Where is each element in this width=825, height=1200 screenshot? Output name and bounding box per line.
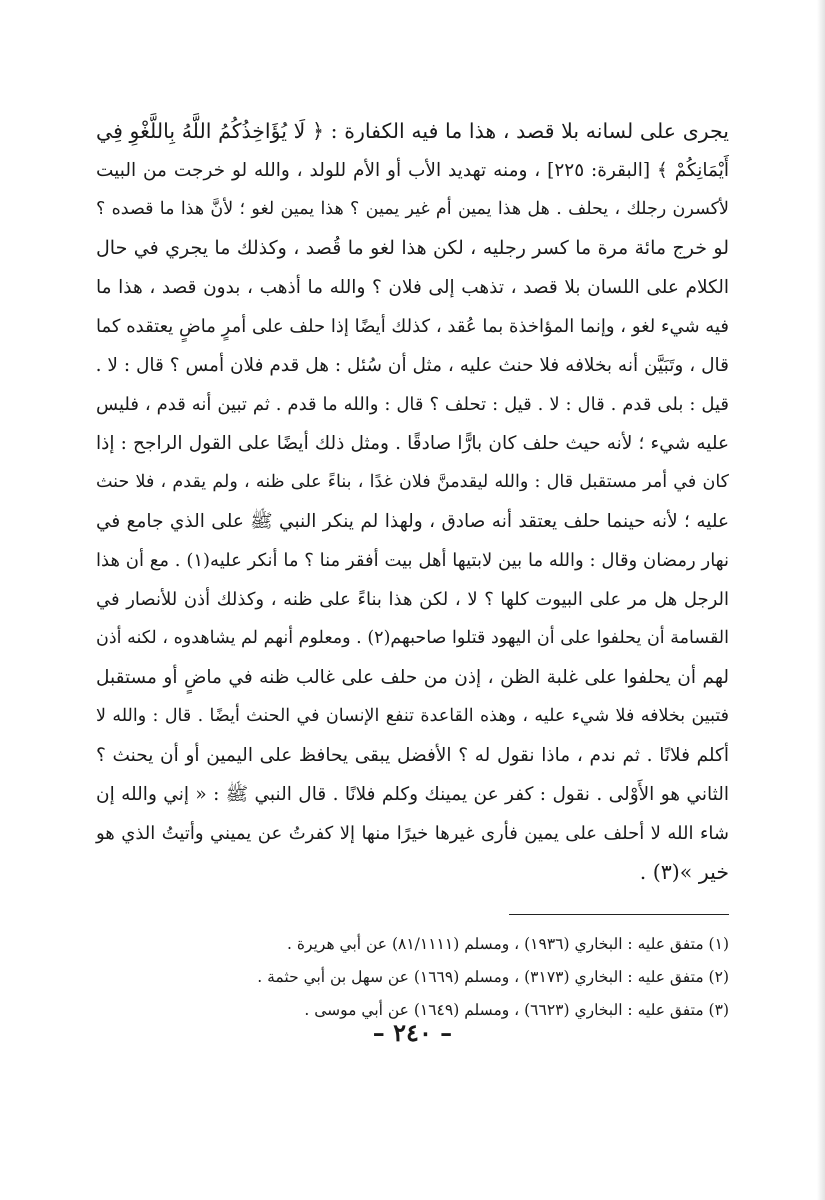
body-line-18: الثاني هو الأَوْلى . نقول : كفر عن يمينك وكلم فلانًا . قال النبي ﷺ : « إني والله إن — [96, 784, 729, 805]
body-line-1: يجرى على لسانه بلا قصد ، هذا ما فيه الكفارة : ﴿ لَا يُؤَاخِذُكُمُ اللَّهُ بِاللَّغْوِ فِي — [96, 119, 729, 143]
body-line-9: عليه شيء ؛ لأنه حيث حلف كان بارًّا صادقًا . ومثل ذلك أيضًا على القول الراجح : إذا — [96, 433, 729, 454]
body-line-4: لو خرج مائة مرة ما كسر رجليه ، لكن هذا لغو ما قُصد ، وكذلك ما يجري في حال — [96, 237, 729, 259]
body-text — [96, 112, 729, 892]
body-line-14: القسامة أن يحلفوا على أن اليهود قتلوا صاحبهم(٢) . ومعلوم أنهم لم يشاهدوه ، لكنه أذن — [96, 628, 729, 648]
body-line-2: أَيْمَانِكُمْ ﴾ [البقرة: ٢٢٥] ، ومنه تهديد الأب أو الأم للولد ، والله لو خرجت من البيت — [96, 160, 729, 181]
body-line-13: الرجل هل مر على البيوت كلها ؟ لا ، لكن هذا بناءً على ظنه ، وكذلك أذن للأنصار في — [96, 589, 729, 610]
footnote-3: (٣) متفق عليه : البخاري (٦٦٢٣) ، ومسلم (١٦٤٩) عن أبي موسى . — [304, 1001, 729, 1019]
footnote-divider — [509, 914, 729, 915]
footnote-2: (٢) متفق عليه : البخاري (٣١٧٣) ، ومسلم (١٦٦٩) عن سهل بن أبي حثمة . — [257, 968, 729, 986]
body-line-20: خير »(٣) . — [639, 860, 729, 884]
body-line-15: لهم أن يحلفوا على غلبة الظن ، إذن من حلف على غالب ظنه في ماضٍ أو مستقبل — [96, 667, 729, 688]
body-line-19: شاء الله لا أحلف على يمين فأرى غيرها خيرًا منها إلا كفرتُ عن يميني وأتيتُ الذي هو — [96, 823, 729, 844]
body-line-11: عليه ؛ لأنه حينما حلف يعتقد أنه صادق ، ولهذا لم ينكر النبي ﷺ على الذي جامع في — [96, 511, 729, 532]
body-line-17: أكلم فلانًا . ثم ندم ، ماذا نقول له ؟ الأفضل يبقى يحافظ على اليمين أو أن يحنث ؟ — [96, 745, 729, 766]
body-line-6: فيه شيء لغو ، وإنما المؤاخذة بما عُقد ، كذلك أيضًا إذا حلف على أمرٍ ماضٍ يعتقده كما — [96, 316, 729, 337]
body-line-12: نهار رمضان وقال : والله ما بين لابتيها أهل بيت أفقر منا ؟ ما أنكر عليه(١) . مع أن هذا — [96, 550, 729, 571]
footnote-1: (١) متفق عليه : البخاري (١٩٣٦) ، ومسلم (٨١/١١١١) عن أبي هريرة . — [287, 935, 729, 953]
body-line-3: لأكسرن رجلك ، يحلف . هل هذا يمين أم غير يمين ؟ هذا يمين لغو ؛ لأنَّ هذا ما قصده ؟ — [96, 199, 729, 219]
body-line-8: قيل : بلى قدم . قال : لا . قيل : تحلف ؟ قال : والله ما قدم . ثم تبين أنه قدم ، فليس — [96, 394, 729, 415]
page-number: – ٢٤٠ – — [372, 1018, 453, 1047]
body-line-10: كان في أمر مستقبل قال : والله ليقدمنَّ فلان غدًا ، بناءً على ظنه ، ولم يقدم ، فلا حنث — [96, 472, 729, 492]
footnotes — [96, 928, 729, 1027]
body-line-7: قال ، وتَبَيَّن أنه بخلافه فلا حنث عليه ، مثل أن سُئل : هل قدم فلان أمس ؟ قال : لا . — [95, 355, 729, 376]
body-line-5: الكلام على اللسان بلا قصد ، تذهب إلى فلان ؟ والله ما أذهب ، بدون قصد ، هذا ما — [96, 277, 729, 298]
body-line-16: فتبين بخلافه فلا شيء عليه ، وهذه القاعدة تنفع الإنسان في الحنث أيضًا . قال : والله لا — [96, 706, 729, 726]
